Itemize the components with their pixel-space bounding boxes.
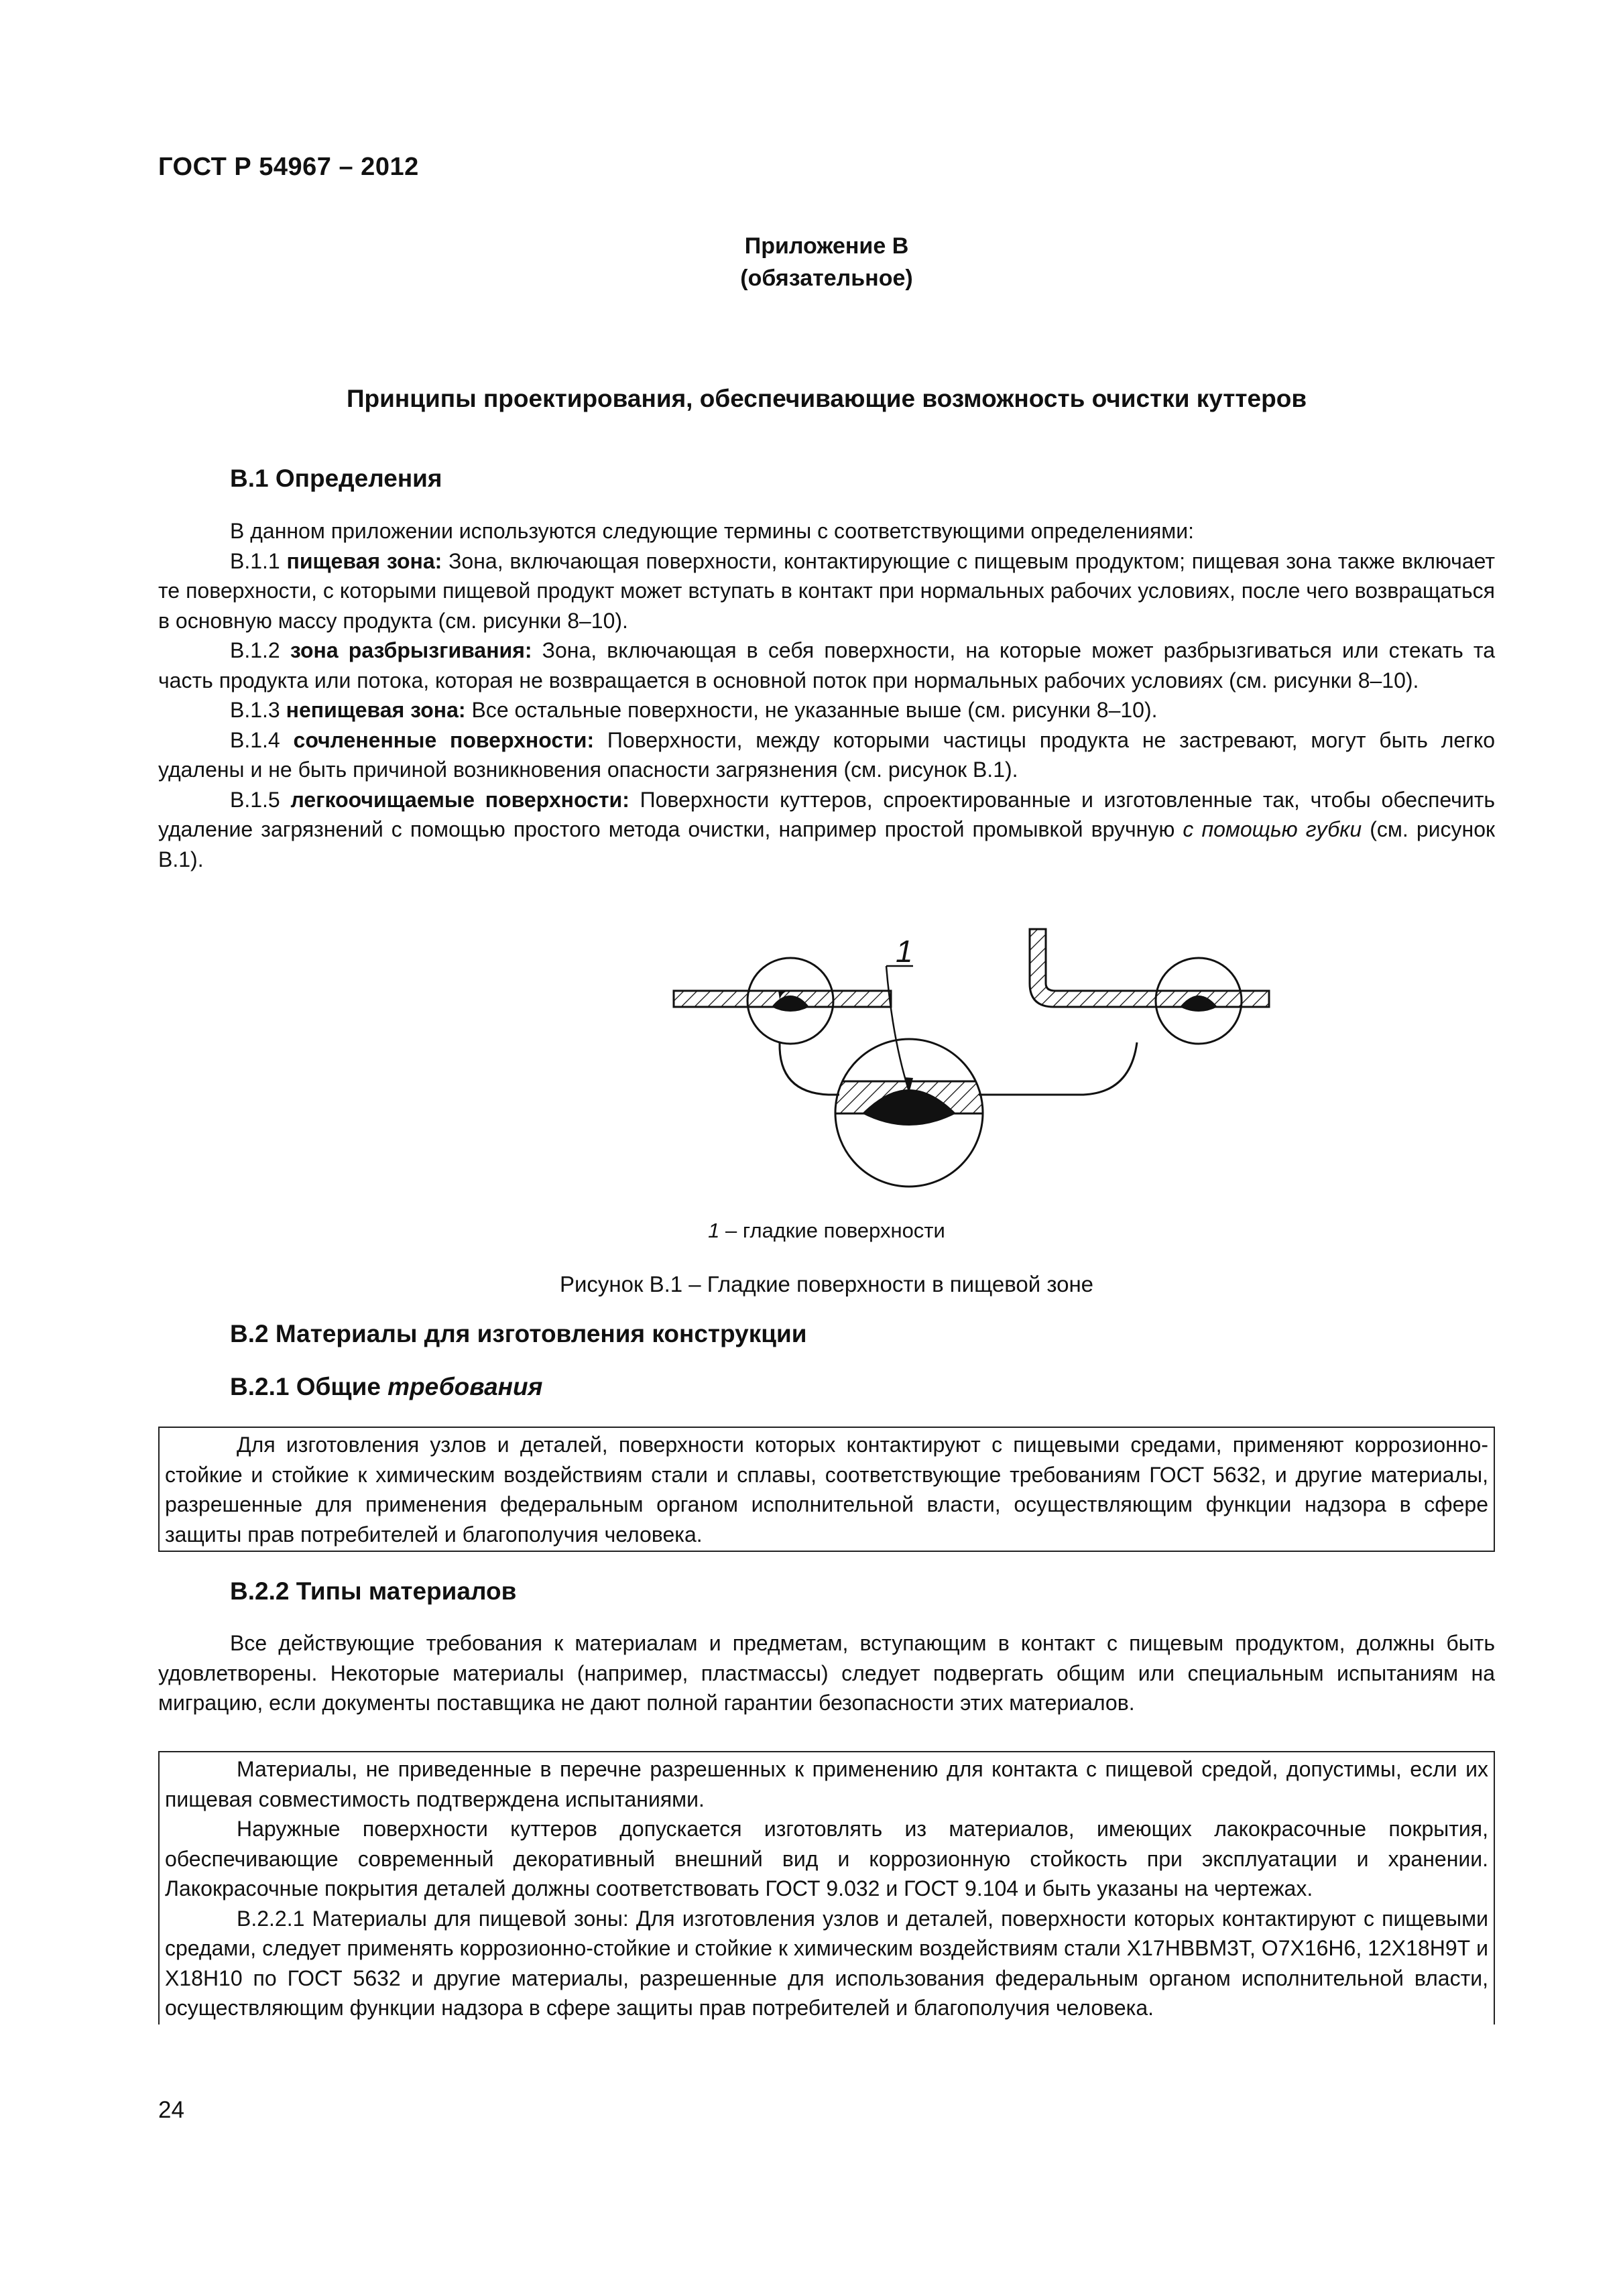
annex-label: Приложение В <box>744 233 909 259</box>
enlarged-detail <box>829 1039 989 1187</box>
right-plate <box>1030 929 1269 1044</box>
term: зона разбрызгивания: <box>290 638 532 662</box>
figure-caption: Рисунок В.1 – Гладкие поверхности в пищевой зоне <box>559 1272 1094 1296</box>
leader-line <box>886 966 909 1091</box>
term: непищевая зона: <box>286 698 466 722</box>
standard-header: ГОСТ Р 54967 – 2012 <box>158 153 419 181</box>
definition-b11: В.1.1 пищевая зона: Зона, включающая поверхности, контактирующие с пищевым продуктом; пищевая зона также включает те поверхности, с которыми пищевой продукт может вступать в контакт при нормальных рабочих условиях, после чего возвращаться в основную массу продукта (см. рисунки 8–10). <box>158 548 1496 633</box>
definition-b12: В.1.2 зона разбрызгивания: Зона, включающая в себя поверхности, на которые может разбрызгиваться или стекать та часть продукта или потока, которая не возвращается в основной поток при нормальных рабочих условиях (см. рисунки 8–10). <box>158 638 1496 692</box>
annex-status: (обязательное) <box>740 265 913 291</box>
section-b1-body <box>158 516 1495 874</box>
section-b21-heading: В.2.1 Общие требования <box>230 1373 543 1400</box>
section-b22-heading: В.2.2 Типы материалов <box>230 1577 517 1605</box>
definition-b13: В.1.3 непищевая зона: Все остальные поверхности, не указанные выше (см. рисунки 8–10). <box>230 698 1158 722</box>
left-plate <box>674 958 891 1044</box>
right-connector-line <box>979 1042 1137 1095</box>
intro-paragraph: В данном приложении используются следующие термины с соответствующими определениями: <box>230 519 1195 543</box>
annex-title: Принципы проектирования, обеспечивающие возможность очистки куттеров <box>346 385 1307 412</box>
section-b1-heading: В.1 Определения <box>230 465 442 492</box>
requirement-box-2: Материалы, не приведенные в перечне разрешенных к применению для контакта с пищевой средой, допустимы, если их пищевая совместимость подтверждена испытаниями. Наружные поверхности куттеров допускается изготовлять из материалов, имеющих лакокрасочные покрытия, обеспечивающие современный декоративный внешний вид и коррозионную стойкость при эксплуатации и хранении. Лакокрасочные покрытия деталей должны соответствовать ГОСТ 9.032 и ГОСТ 9.104 и быть указаны на чертежах. В.2.2.1 Материалы для пищевой зоны: Для изготовления узлов и деталей, поверхности которых контактируют с пищевыми средами, следует применять коррозионно-стойкие и стойкие к химическим воздействиям стали Х17НВВМ3Т, О7Х16Н6, 12Х18Н9Т и Х18Н10 по ГОСТ 5632 и другие материалы, разрешенные для использования федеральным органом исполнительной власти, осуществляющим функции надзора в сфере защиты прав потребителей и благополучия человека. <box>158 1751 1495 2025</box>
figure-b1-drawing <box>514 922 1305 1197</box>
page-number: 24 <box>158 2097 184 2123</box>
left-connector-line <box>780 1042 839 1095</box>
term: пищевая зона: <box>286 548 442 573</box>
definition-b14: В.1.4 сочлененные поверхности: Поверхности, между которыми частицы продукта не застревают, могут быть легко удалены и не быть причиной возникновения опасности загрязнения (см. рисунок В.1). <box>158 727 1496 782</box>
section-b2-heading: В.2 Материалы для изготовления конструкции <box>230 1320 807 1347</box>
term: легкоочищаемые поверхности: <box>290 787 629 812</box>
callout-number: 1 <box>896 934 913 969</box>
term: сочлененные поверхности: <box>293 727 595 752</box>
requirement-box-1: Для изготовления узлов и деталей, поверхности которых контактируют с пищевыми средами, применяют коррозионно-стойкие и стойкие к химическим воздействиям стали и сплавы, соответствующие требованиям ГОСТ 5632, и другие материалы, разрешенные для применения федеральным органом исполнительной власти, осуществляющим функции надзора в сфере защиты прав потребителей и благополучия человека. <box>158 1427 1495 1552</box>
figure-legend: 1 – гладкие поверхности <box>708 1219 945 1242</box>
definition-b15: В.1.5 легкоочищаемые поверхности: Поверхности куттеров, спроектированные и изготовленные так, чтобы обеспечить удаление загрязнений с помощью простого метода очистки, например простой промывкой вручную с помощью губки (см. рисунок В.1). <box>158 787 1496 871</box>
section-b22-body: Все действующие требования к материалам и предметам, вступающим в контакт с пищевым продуктом, должны быть удовлетворены. Некоторые материалы (например, пластмассы) следует подвергать общим или специальным испытаниям на миграцию, если документы поставщика не дают полной гарантии безопасности этих материалов. <box>158 1631 1495 1715</box>
document-page <box>158 0 1495 2296</box>
